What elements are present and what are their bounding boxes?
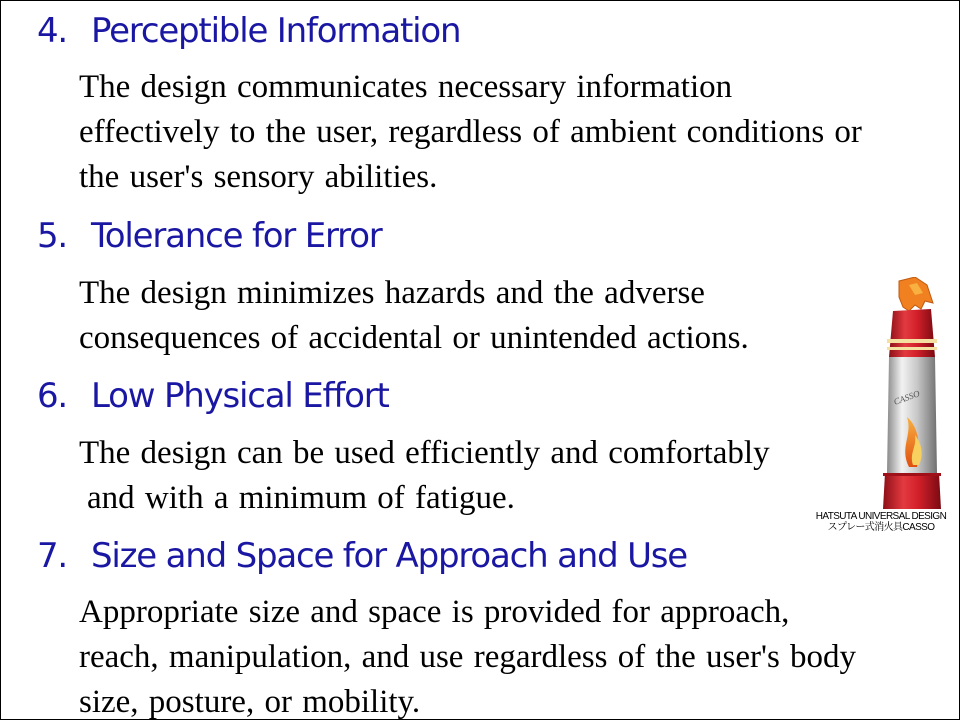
principle-6-heading xyxy=(37,376,389,416)
principle-6-number: 6. xyxy=(37,376,68,416)
product-caption xyxy=(805,511,957,533)
principle-4-number: 4. xyxy=(37,11,68,51)
principle-6-line: The design can be used efficiently and comfortably xyxy=(79,435,770,471)
principle-4-description xyxy=(79,65,862,200)
product-caption-line1: HATSUTA UNIVERSAL DESIGN xyxy=(815,511,947,522)
principle-5-title: Tolerance for Error xyxy=(91,216,382,256)
principle-7-title: Size and Space for Approach and Use xyxy=(91,536,687,576)
principle-4-line: the user's sensory abilities. xyxy=(79,159,438,195)
principle-4-line: The design communicates necessary information xyxy=(79,69,733,105)
principle-5-description xyxy=(79,271,749,361)
principle-5-heading xyxy=(37,216,382,256)
principle-4-title: Perceptible Information xyxy=(91,11,461,51)
principle-6-title: Low Physical Effort xyxy=(91,376,389,416)
principle-7-description xyxy=(79,590,856,720)
principle-6-line: and with a minimum of fatigue. xyxy=(87,480,515,516)
principle-5-line: The design minimizes hazards and the adverse xyxy=(79,275,705,311)
principle-7-line: Appropriate size and space is provided for approach, xyxy=(79,594,790,630)
product-label: CASSO xyxy=(892,388,922,407)
principle-6-description xyxy=(79,431,770,521)
principle-7-number: 7. xyxy=(37,536,68,576)
principle-5-number: 5. xyxy=(37,216,68,256)
principle-7-line: reach, manipulation, and use regardless of the user's body xyxy=(79,639,857,675)
fire-extinguisher-image xyxy=(869,277,955,509)
principle-4-line: effectively to the user, regardless of ambient conditions or xyxy=(79,114,862,150)
principle-5-line: consequences of accidental or unintended actions. xyxy=(79,320,749,356)
product-caption-line2: スプレー式消火具CASSO xyxy=(827,522,935,533)
principle-7-line: size, posture, or mobility. xyxy=(79,684,421,720)
principle-4-heading xyxy=(37,11,460,51)
principle-7-heading xyxy=(37,536,687,576)
